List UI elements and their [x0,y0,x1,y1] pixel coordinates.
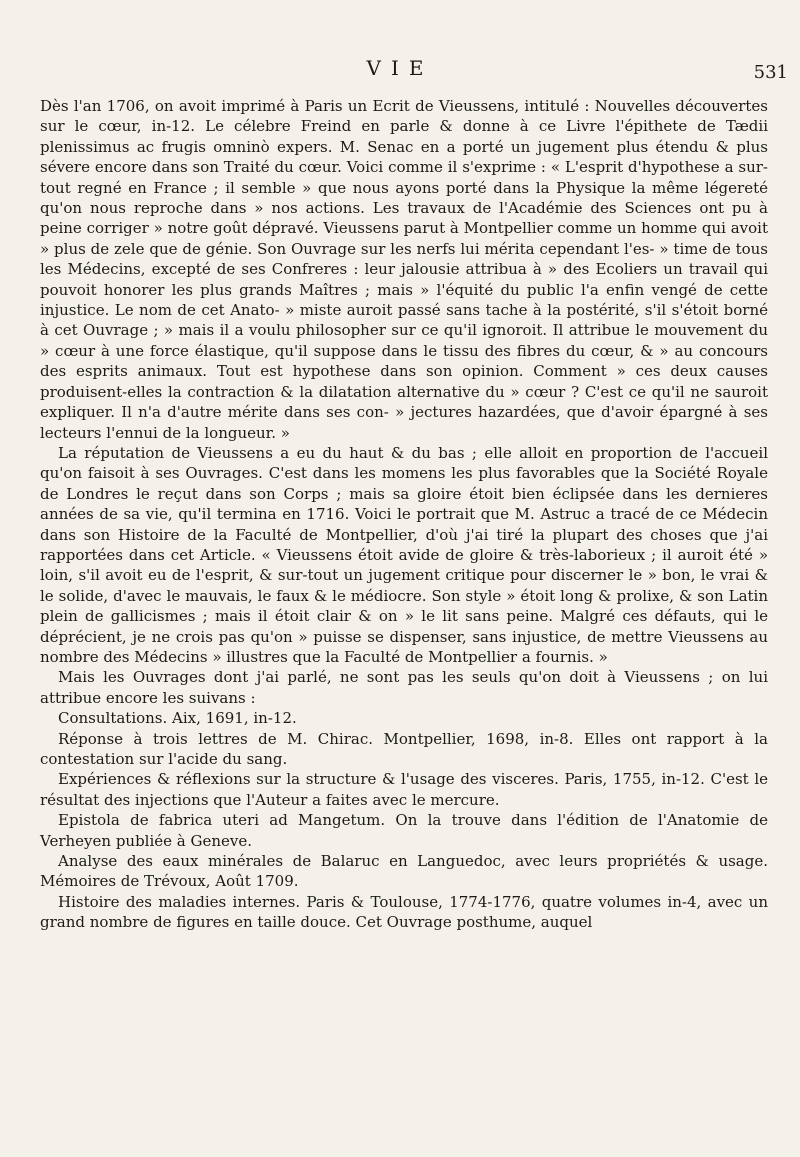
paragraph-reputation: La réputation de Vieussens a eu du haut & du bas ; elle alloit en proportion de l'accueil qu'on faisoit à ses Ouvrages. C'est dans les momens les plus favorables que la Société Royale de Londres le reçut dans son Corps ; mais sa gloire étoit bien éclipsée dans les dernieres années de sa vie, qu'il termina en 1716. Voici le portrait que M. Astruc a tracé de ce Médecin dans son Histoire de la Faculté de Montpellier, d'où j'ai tiré la plupart des choses que j'ai rapportées dans cet Article. « Vieussens étoit avide de gloire & très-laborieux ; il auroit été » loin, s'il avoit eu de l'esprit, & sur-tout un jugement critique pour discerner le » bon, le vrai & le solide, d'avec le mauvais, le faux & le médiocre. Son style » étoit long & prolixe, & son Latin plein de gallicismes ; mais il étoit clair & on » le lit sans peine. Malgré ces défauts, qui le déprécient, je ne crois pas qu'on » puisse se dispenser, sans injustice, de mettre Vieussens au nombre des Médecins » illustres que la Faculté de Montpellier a fournis. » [40,443,768,666]
entry-analyse-balaruc: Analyse des eaux minérales de Balaruc en Languedoc, avec leurs propriétés & usage. Mémoires de Trévoux, Août 1709. [40,852,768,891]
entry-epistola: Epistola de fabrica uteri ad Mangetum. On la trouve dans l'édition de l'Anatomie de Verheyen publiée à Geneve. [40,811,768,850]
running-title: VIE [366,56,434,80]
paragraph-ouvrages-intro: Mais les Ouvrages dont j'ai parlé, ne sont pas les seuls qu'on doit à Vieussens ; on lui attribue encore les suivans : [40,668,768,707]
entry-reponse-chirac: Réponse à trois lettres de M. Chirac. Montpellier, 1698, in-8. Elles ont rapport à la contestation sur l'acide du sang. [40,729,768,768]
body-text [40,96,768,933]
entry-consultations: Consultations. Aix, 1691, in-12. [58,709,297,728]
page-number: 531 [753,62,788,83]
entry-experiences: Expériences & réflexions sur la structure & l'usage des visceres. Paris, 1755, in-12. C'est le résultat des injections que l'Auteur a faites avec le mercure. [40,770,768,809]
entry-histoire-maladies: Histoire des maladies internes. Paris & Toulouse, 1774-1776, quatre volumes in-4, avec un grand nombre de figures en taille douce. Cet Ouvrage posthume, auquel [40,892,768,932]
page-header [0,56,800,86]
paragraph-vieussens-ecrit: Dès l'an 1706, on avoit imprimé à Paris un Ecrit de Vieussens, intitulé : Nouvelles découvertes sur le cœur, in-12. Le célebre Freind en parle & donne à ce Livre l'épithete de Tædii plenissimus ac frugis omninò expers. M. Senac en a porté un jugement plus étendu & plus sévere encore dans son Traité du cœur. Voici comme il s'exprime : « L'esprit d'hypothese a sur-tout regné en France ; il semble » que nous ayons porté dans la Physique la même légereté qu'on nous reproche dans » nos actions. Les travaux de l'Académie des Sciences ont pu à peine corriger » notre goût dépravé. Vieussens parut à Montpellier comme un homme qui avoit » plus de zele que de génie. Son Ouvrage sur les nerfs lui mérita cependant l'es- » time de tous les Médecins, excepté de ses Confreres : leur jalousie attribua à » des Ecoliers un travail qui pouvoit honorer les plus grands Maîtres ; mais » l'équité du public l'a enfin vengé de cette injustice. Le nom de cet Anato- » miste auroit passé sans tache à la postérité, s'il s'étoit borné à cet Ouvrage ; » mais il a voulu philosopher sur ce qu'il ignoroit. Il attribue le mouvement du » cœur à une force élastique, qu'il suppose dans le tissu des fibres du cœur, & » au concours des esprits animaux. Tout est hypothese dans son opinion. Comment » ces deux causes produisent-elles la contraction & la dilatation alternative du » cœur ? C'est ce qu'il ne sauroit expliquer. Il n'a d'autre mérite dans ses con- » jectures hazardées, que d'avoir épargné à ses lecteurs l'ennui de la longueur. » [40,97,768,442]
